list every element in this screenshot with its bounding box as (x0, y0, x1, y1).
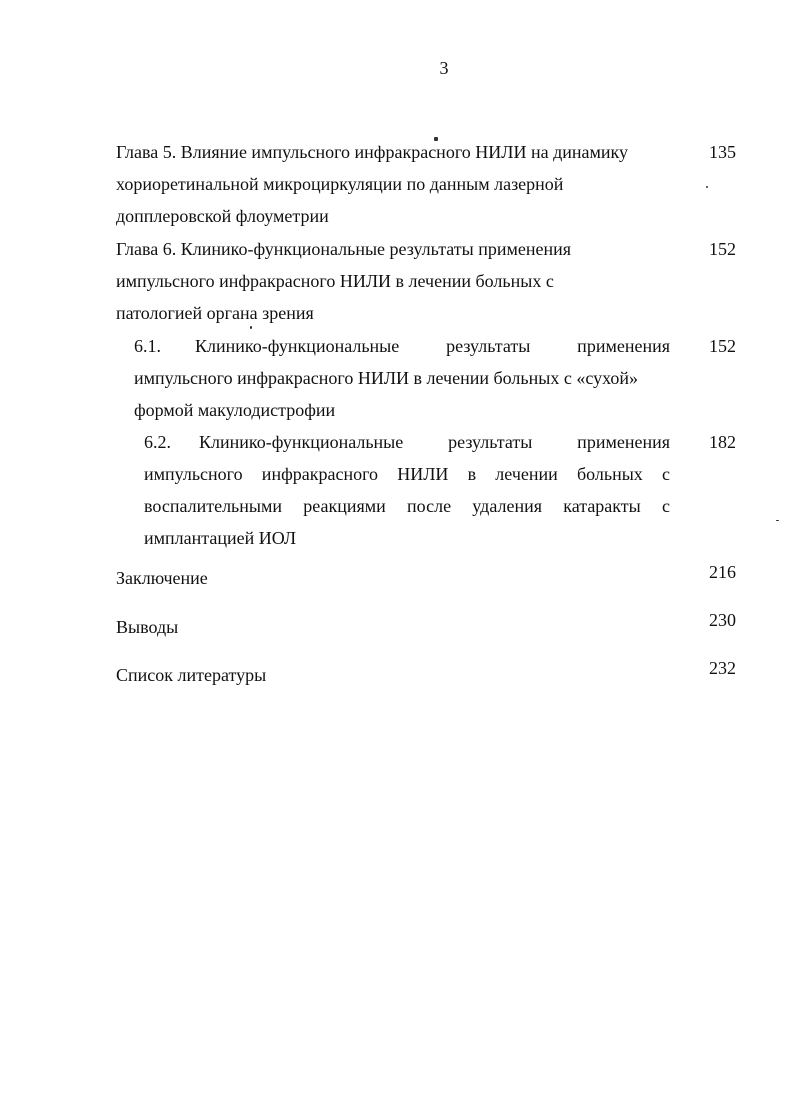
scan-speck (250, 326, 252, 329)
toc-entry-line: допплеровской флоуметрии (116, 206, 329, 226)
toc-entry-line: Глава 5. Влияние импульсного инфракрасного НИЛИ на динамику (116, 142, 629, 162)
toc-entry-line: Клинико-функциональные результаты применения (199, 432, 670, 452)
toc-entry-label: Выводы (116, 617, 179, 637)
toc-page-number: 135 (709, 142, 736, 162)
toc-entry-section-6-2[interactable] (144, 426, 736, 554)
toc-entry-label: Список литературы (116, 665, 267, 685)
toc-entry-line: формой макулодистрофии (134, 400, 336, 420)
toc-section-number: 6.1. (134, 336, 161, 356)
toc-page-number: 152 (709, 239, 736, 259)
scan-speck (776, 520, 779, 521)
page-number: 3 (439, 58, 449, 78)
toc-entry-references[interactable] (116, 652, 736, 692)
toc-entry-first-line (134, 330, 670, 362)
toc-entry-line: Глава 6. Клинико-функциональные результаты применения (116, 239, 572, 259)
toc-entry-line: имплантацией ИОЛ (144, 528, 297, 548)
toc-page-number: 232 (709, 658, 736, 678)
toc-entry-chapter-5[interactable] (116, 136, 736, 232)
scan-speck (434, 137, 438, 141)
toc-entry-chapter-6[interactable] (116, 233, 736, 329)
toc-page-number: 152 (709, 336, 736, 356)
toc-entry-line: импульсного инфракрасного НИЛИ в лечении больных с (116, 271, 554, 291)
toc-entry-section-6-1[interactable] (134, 330, 736, 426)
toc-page-number: 182 (709, 432, 736, 452)
scan-speck (706, 186, 708, 188)
toc-page-number: 216 (709, 562, 736, 582)
toc-entry-label: Заключение (116, 568, 208, 588)
toc-entry-line: патологией органа зрения (116, 303, 314, 323)
toc-entry-line: воспалительными реакциями после удаления катаракты с (144, 496, 670, 516)
toc-entry-first-line (144, 426, 670, 458)
toc-entry-line: импульсного инфракрасного НИЛИ в лечении больных с (144, 464, 670, 484)
toc-entry-line: Клинико-функциональные результаты применения (195, 336, 670, 356)
toc-entry-conclusion[interactable] (116, 556, 736, 596)
toc-page-number: 230 (709, 610, 736, 630)
toc-entry-line: хориоретинальной микроциркуляции по данным лазерной (116, 174, 564, 194)
toc-entry-findings[interactable] (116, 604, 736, 644)
toc-entry-line: импульсного инфракрасного НИЛИ в лечении больных с «сухой» (134, 368, 639, 388)
toc-section-number: 6.2. (144, 432, 171, 452)
